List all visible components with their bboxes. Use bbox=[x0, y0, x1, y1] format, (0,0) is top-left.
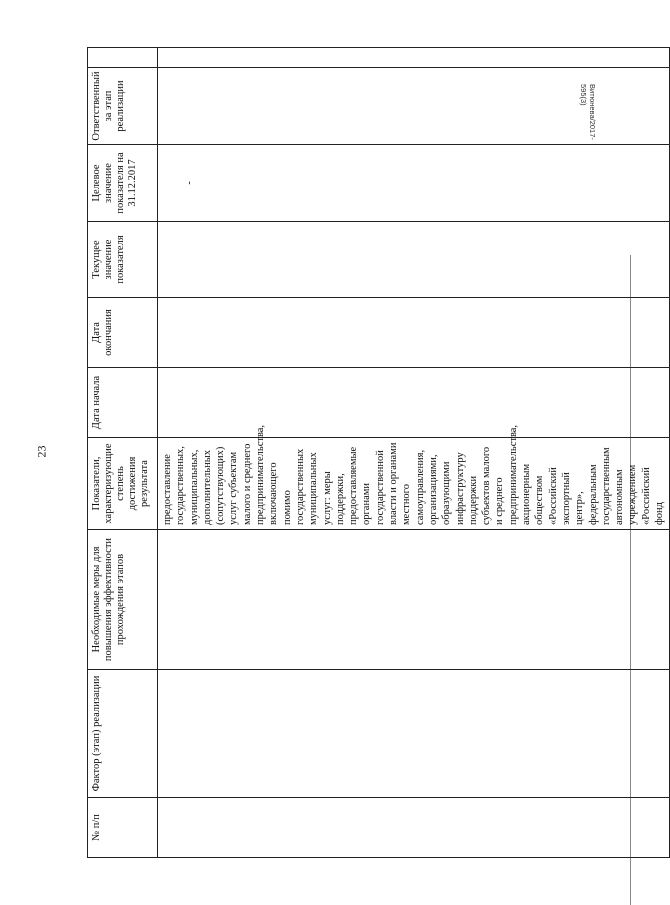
header-required-measures: Необходимые меры для повышения эффективности прохождения этапов bbox=[88, 530, 158, 670]
cell-required-measures bbox=[158, 530, 670, 670]
cell-extra bbox=[158, 48, 670, 68]
header-target-value: Целевое значение показателя на 31.12.2017 bbox=[88, 145, 158, 222]
header-current-value: Текущее значение показателя bbox=[88, 222, 158, 298]
table-header-row bbox=[88, 48, 158, 858]
table-row bbox=[158, 48, 670, 858]
header-indicators: Показатели, характеризующие степень достижения результата bbox=[88, 438, 158, 530]
header-number: № п/п bbox=[88, 798, 158, 858]
cell-current-value bbox=[158, 222, 670, 298]
cell-start-date bbox=[158, 368, 670, 438]
header-start-date: Дата начала bbox=[88, 368, 158, 438]
header-end-date: Дата окончания bbox=[88, 298, 158, 368]
header-extra bbox=[88, 48, 158, 68]
header-stage-factor: Фактор (этап) реализации bbox=[88, 670, 158, 798]
measures-table bbox=[87, 47, 670, 858]
cell-number bbox=[158, 798, 670, 858]
page-number: 23 bbox=[34, 445, 49, 458]
document-stamp: Витюнева/2017-595(3) bbox=[579, 84, 597, 140]
cell-end-date bbox=[158, 298, 670, 368]
cell-indicators: предоставление государственных, муниципальных, дополнительных (сопутствующих) услуг субъектам малого и среднего предпринимательства, включающего помимо государственных муниципальных услуг: меры поддержки, предоставляемые органами государственной власти и органами местного самоуправления, организациями, образующими инфраструктуру поддержки субъектов малого и среднего предпринимательства, акционерным обществом «Российский экспортный центр», федеральным государственным автономным учреждением «Российский фонд bbox=[158, 438, 670, 530]
cell-responsible bbox=[158, 68, 670, 145]
header-responsible: Ответственный за этап реализации bbox=[88, 68, 158, 145]
cell-stage-factor bbox=[158, 670, 670, 798]
cell-target-value: - bbox=[158, 145, 670, 222]
